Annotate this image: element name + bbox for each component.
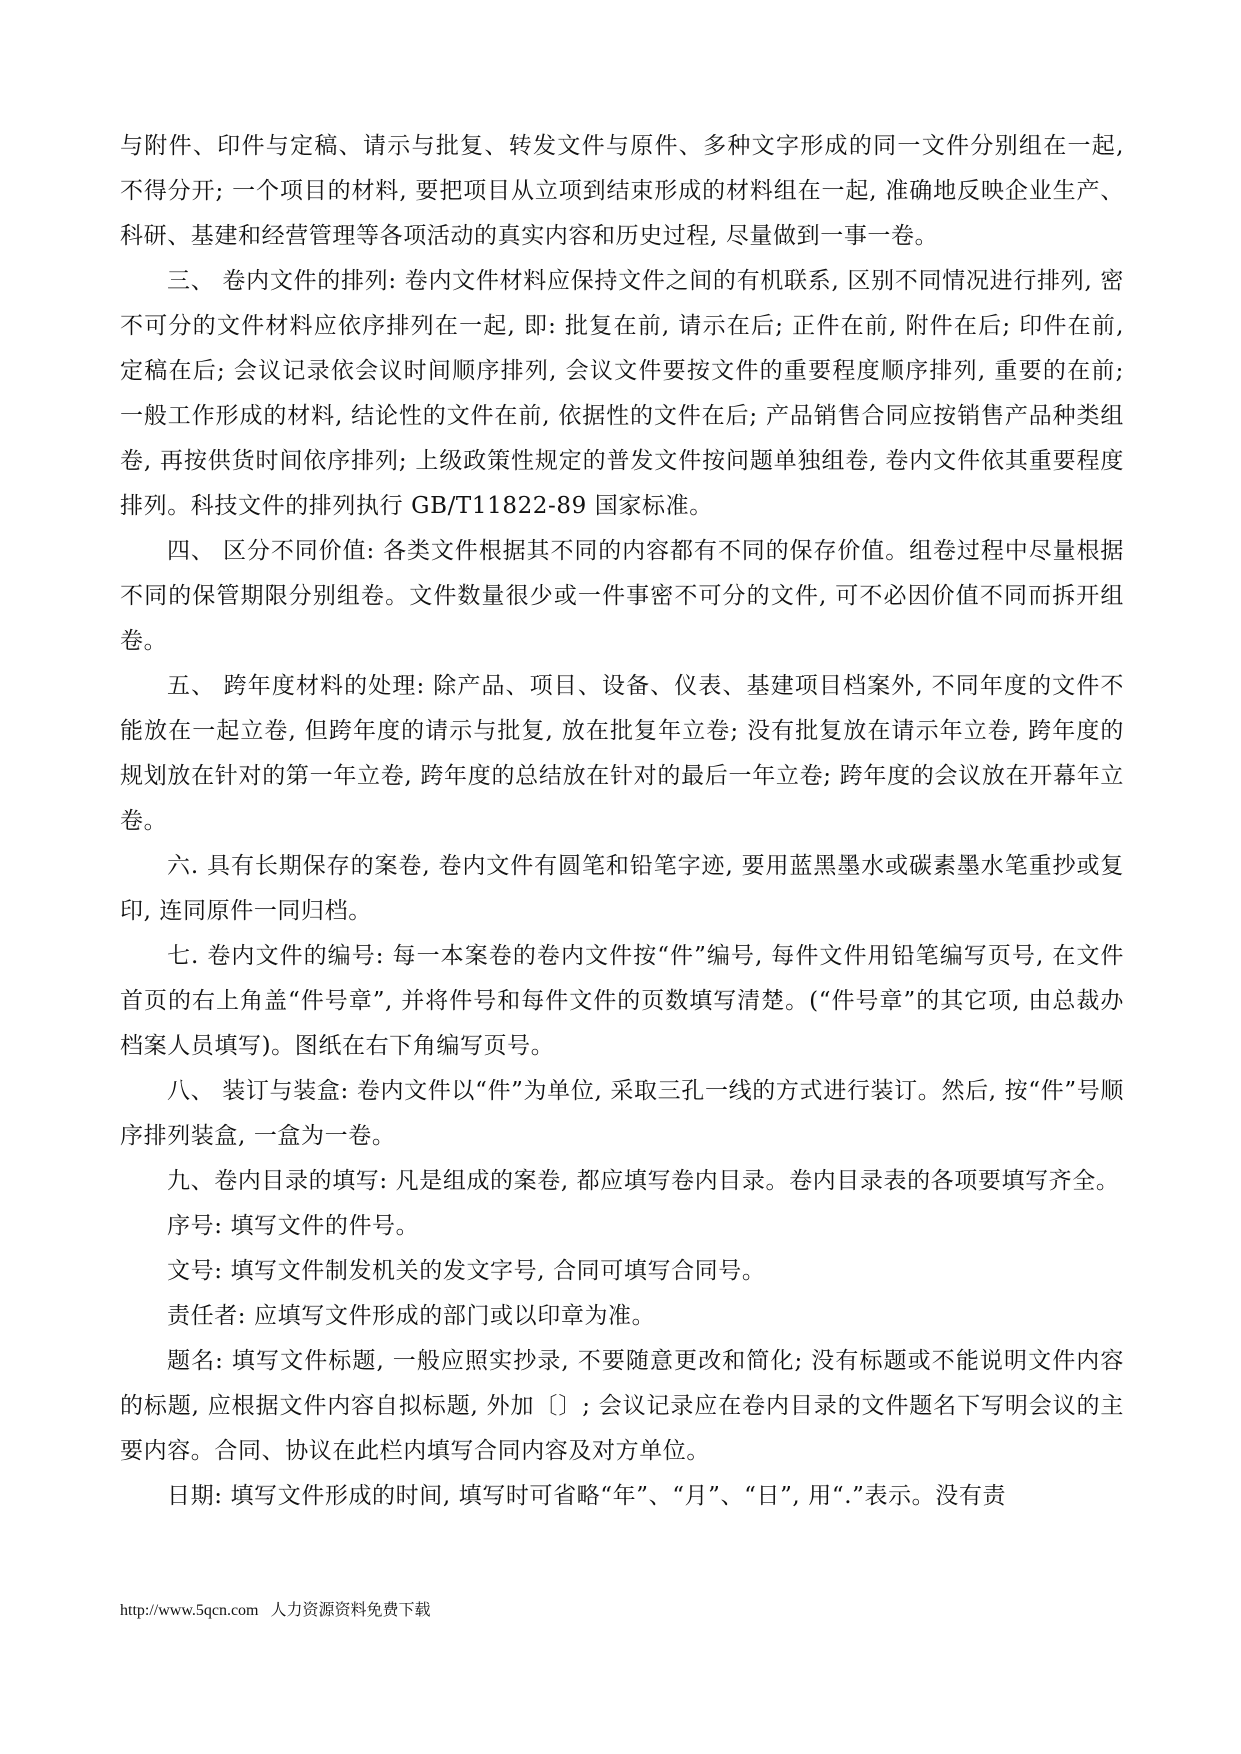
- paragraph-date: 日期: 填写文件形成的时间, 填写时可省略“年”、“月”、“日”, 用“.”表示。没有责: [167, 1483, 1007, 1509]
- paragraph-section-3: 三、 卷内文件的排列: 卷内文件材料应保持文件之间的有机联系, 区别不同情况进行排列, 密不可分的文件材料应依序排列在一起, 即: 批复在前, 请示在后; 正件在前, 附件在后; 印件在前, 定稿在后; 会议记录依会议时间顺序排列, 会议文件要按文件的重要程度顺序排列, 重要的在前; 一般工作形成的材料, 结论性的文件在前, 依据性的文件在后; 产品销售合同应按销售产品种类组卷, 再按供货时间依序排列; 上级政策性规定的普发文件按问题单独组卷, 卷内文件依其重要程度排列。科技文件的排列执行 GB/T11822-89 国家标准。: [120, 268, 1124, 519]
- paragraph-continuation: 与附件、印件与定稿、请示与批复、转发文件与原件、多种文字形成的同一文件分别组在一起, 不得分开; 一个项目的材料, 要把项目从立项到结束形成的材料组在一起, 准确地反映企业生产、科研、基建和经营管理等各项活动的真实内容和历史过程, 尽量做到一事一卷。: [120, 133, 1124, 249]
- paragraph-section-5: 五、 跨年度材料的处理: 除产品、项目、设备、仪表、基建项目档案外, 不同年度的文件不能放在一起立卷, 但跨年度的请示与批复, 放在批复年立卷; 没有批复放在请示年立卷, 跨年度的规划放在针对的第一年立卷, 跨年度的总结放在针对的最后一年立卷; 跨年度的会议放在开幕年立卷。: [120, 673, 1124, 834]
- paragraph-serial-number: 序号: 填写文件的件号。: [167, 1213, 420, 1239]
- footer-text: 人力资源资料免费下载: [270, 1602, 431, 1619]
- paragraph-responsible-party: 责任者: 应填写文件形成的部门或以印章为准。: [167, 1303, 656, 1329]
- paragraph-section-7: 七. 卷内文件的编号: 每一本案卷的卷内文件按“件”编号, 每件文件用铅笔编写页号, 在文件首页的右上角盖“件号章”, 并将件号和每件文件的页数填写清楚。(“件号章”的其它项, 由总裁办档案人员填写)。图纸在右下角编写页号。: [120, 943, 1124, 1059]
- paragraph-document-number: 文号: 填写文件制发机关的发文字号, 合同可填写合同号。: [167, 1258, 766, 1284]
- paragraph-section-4: 四、 区分不同价值: 各类文件根据其不同的内容都有不同的保存价值。组卷过程中尽量根据不同的保管期限分别组卷。文件数量很少或一件事密不可分的文件, 可不必因价值不同而拆开组卷。: [120, 538, 1124, 654]
- paragraph-title: 题名: 填写文件标题, 一般应照实抄录, 不要随意更改和简化; 没有标题或不能说明文件内容的标题, 应根据文件内容自拟标题, 外加〔〕; 会议记录应在卷内目录的文件题名下写明会议的主要内容。合同、协议在此栏内填写合同内容及对方单位。: [120, 1348, 1124, 1464]
- paragraph-section-9: 九、卷内目录的填写: 凡是组成的案卷, 都应填写卷内目录。卷内目录表的各项要填写齐全。: [167, 1168, 1120, 1194]
- paragraph-section-6: 六. 具有长期保存的案卷, 卷内文件有圆笔和铅笔字迹, 要用蓝黑墨水或碳素墨水笔重抄或复印, 连同原件一同归档。: [120, 853, 1124, 924]
- page-footer: [120, 1597, 439, 1620]
- footer-url-link[interactable]: http://www.5qcn.com: [120, 1602, 259, 1619]
- document-body: [120, 124, 1124, 1519]
- paragraph-section-8: 八、 装订与装盒: 卷内文件以“件”为单位, 采取三孔一线的方式进行装订。然后, 按“件”号顺序排列装盒, 一盒为一卷。: [120, 1078, 1124, 1149]
